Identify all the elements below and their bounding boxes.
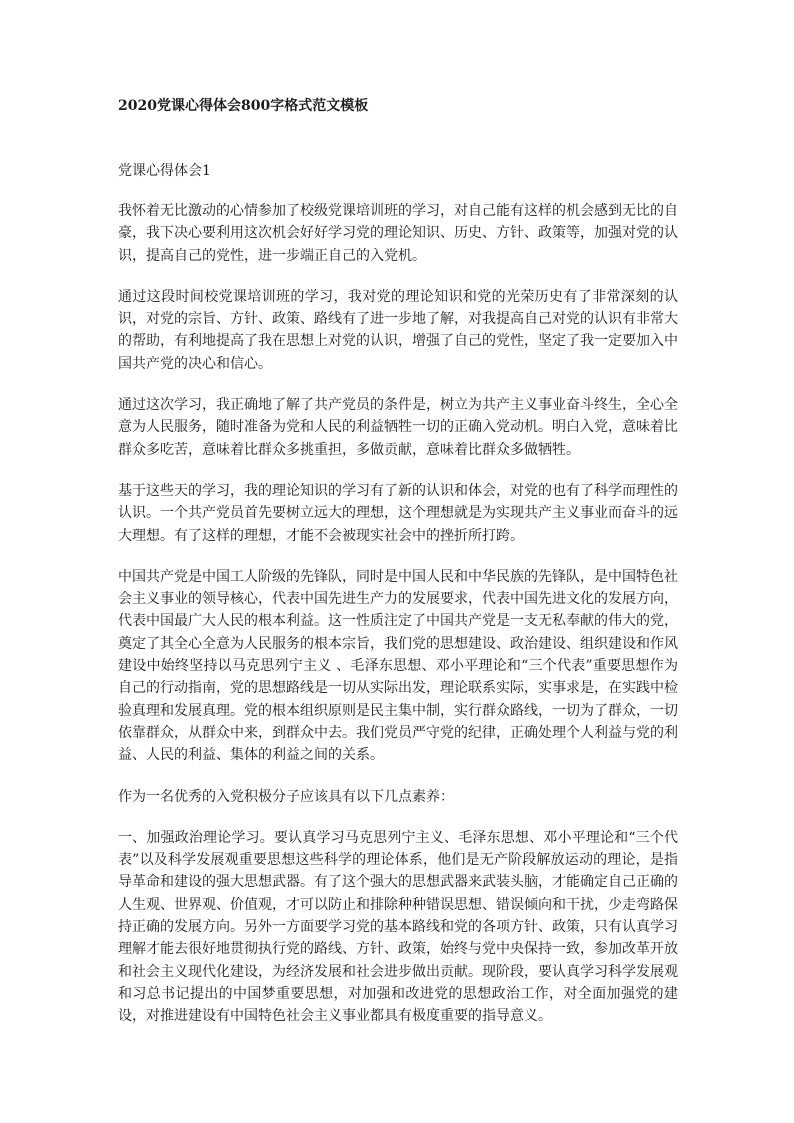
document-title: 2020党课心得体会800字格式范文模板 xyxy=(118,98,369,114)
paragraph: 基于这些天的学习，我的理论知识的学习有了新的认识和体会，对党的也有了科学而理性的认识。一个共产党员首先要树立远大的理想，这个理想就是为实现共产主义事业而奋斗的远大理想。有了这样的理想，才能不会被现实社会中的挫折所打跨。 xyxy=(118,482,678,544)
document-body xyxy=(118,200,678,1047)
section-heading: 党课心得体会1 xyxy=(118,163,211,179)
paragraph: 作为一名优秀的入党积极分子应该具有以下几点素养： xyxy=(118,788,454,805)
paragraph: 一、加强政治理论学习。要认真学习马克思列宁主义、毛泽东思想、邓小平理论和“三个代表”以及科学发展观重要思想这些科学的理论体系，他们是无产阶段解放运动的理论，是指导革命和建设的强大思想武器。有了这个强大的思想武器来武装头脑，才能确定自己正确的人生观、世界观、价值观，才可以防止和排除种种错误思想、错误倾向和干扰，少走弯路保持正确的发展方向。另外一方面要学习党的基本路线和党的各项方针、政策，只有认真学习理解才能去很好地贯彻执行党的路线、方针、政策，始终与党中央保持一致，参加改革开放和社会主义现代化建设，为经济发展和社会进步做出贡献。现阶段，要认真学习科学发展观和习总书记提出的中国梦重要思想，对加强和改进党的思想政治工作，对全面加强党的建设，对推进建设有中国特色社会主义事业都具有极度重要的指导意义。 xyxy=(118,829,678,1025)
paragraph: 我怀着无比激动的心情参加了校级党课培训班的学习，对自己能有这样的机会感到无比的自豪，我下决心要利用这次机会好好学习党的理论知识、历史、方针、政策等，加强对党的认识，提高自己的党性，进一步端正自己的入党机。 xyxy=(118,203,678,264)
paragraph: 通过这次学习，我正确地了解了共产党员的条件是，树立为共产主义事业奋斗终生，全心全意为人民服务，随时准备为党和人民的利益牺牲一切的正确入党动机。明白入党，意味着比群众多吃苦，意味着比群众多挑重担，多做贡献，意味着比群众多做牺牲。 xyxy=(118,397,678,458)
paragraph: 中国共产党是中国工人阶级的先锋队，同时是中国人民和中华民族的先锋队，是中国特色社会主义事业的领导核心，代表中国先进生产力的发展要求，代表中国先进文化的发展方向，代表中国最广大人民的根本利益。这一性质注定了中国共产党是一支无私奉献的伟大的党，奠定了其全心全意为人民服务的根本宗旨，我们党的思想建设、政治建设、组织建设和作风建设中始终坚持以马克思列宁主义 、毛泽东思想、邓小平理论和“三个代表”重要思想作为自己的行动指南，党的思想路线是一切从实际出发，理论联系实际，实事求是，在实践中检验真理和发展真理。党的根本组织原则是民主集中制，实行群众路线，一切为了群众，一切依靠群众，从群众中来，到群众中去。我们党员严守党的纪律，正确处理个人利益与党的利益、人民的利益、集体的利益之间的关系。 xyxy=(118,568,678,764)
paragraph: 通过这段时间校党课培训班的学习，我对党的理论知识和党的光荣历史有了非常深刻的认识，对党的宗旨、方针、政策、路线有了进一步地了解，对我提高自己对党的认识有非常大的帮助，有利地提高了我在思想上对党的认识，增强了自己的党性，坚定了我一定要加入中国共产党的决心和信心。 xyxy=(118,288,678,372)
